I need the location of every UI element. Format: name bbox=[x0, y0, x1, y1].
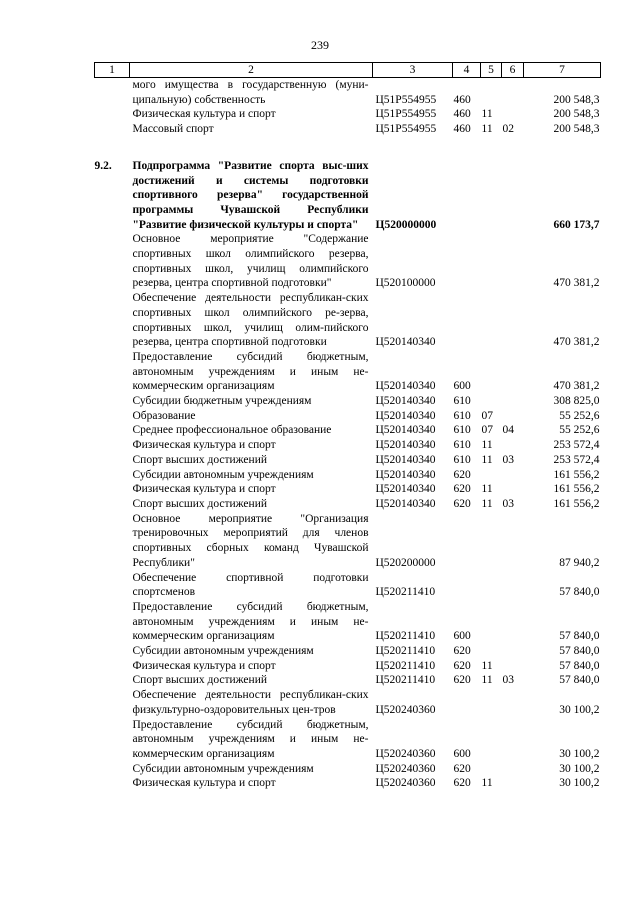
section-number bbox=[95, 232, 130, 291]
subsection-code bbox=[502, 644, 524, 659]
target-code: Ц51P554955 bbox=[375, 93, 437, 106]
section-number bbox=[95, 453, 130, 468]
amount: 30 100,2 bbox=[559, 762, 600, 775]
item-name: Физическая культура и спорт bbox=[132, 439, 276, 452]
expense-type: 620 bbox=[453, 497, 471, 510]
subsection-code: 04 bbox=[502, 424, 514, 437]
target-code: Ц520240360 bbox=[375, 777, 436, 790]
section-code: 11 bbox=[481, 123, 493, 136]
target-code: Ц520140340 bbox=[375, 424, 436, 437]
section-number bbox=[95, 107, 130, 122]
amount: 660 173,7 bbox=[553, 218, 600, 231]
section-code: 11 bbox=[481, 483, 493, 496]
table-row bbox=[95, 159, 601, 233]
subsection-code bbox=[502, 291, 524, 350]
section-number bbox=[95, 423, 130, 438]
target-code: Ц520140340 bbox=[375, 395, 436, 408]
amount: 200 548,3 bbox=[553, 123, 600, 136]
expense-type: 610 bbox=[453, 424, 471, 437]
section-code: 11 bbox=[481, 439, 493, 452]
item-name: Обеспечение деятельности республикан-ских спортивных школ олимпийского ре-зерва, спортивных школ, училищ олим-пийского резерва, центра спортивной подготовки bbox=[132, 292, 369, 349]
item-name: Образование bbox=[132, 409, 196, 422]
table-row bbox=[95, 688, 601, 717]
table-row bbox=[95, 497, 601, 512]
amount: 57 840,0 bbox=[559, 674, 600, 687]
item-name: Субсидии бюджетным учреждениям bbox=[132, 395, 312, 408]
section-number bbox=[95, 659, 130, 674]
amount: 30 100,2 bbox=[559, 747, 600, 760]
item-name: Физическая культура и спорт bbox=[132, 777, 276, 790]
subsection-code bbox=[502, 600, 524, 644]
section-number bbox=[95, 78, 130, 108]
expense-type: 620 bbox=[453, 659, 471, 672]
table-row bbox=[95, 394, 601, 409]
amount: 200 548,3 bbox=[553, 93, 600, 106]
table-row bbox=[95, 350, 601, 394]
subsection-code bbox=[502, 688, 524, 717]
expense-type: 610 bbox=[453, 453, 471, 466]
target-code: Ц51P554955 bbox=[375, 108, 437, 121]
item-name: Субсидии автономным учреждениям bbox=[132, 645, 314, 658]
target-code: Ц520211410 bbox=[375, 586, 436, 599]
target-code: Ц520211410 bbox=[375, 659, 436, 672]
page-number: 239 bbox=[311, 38, 329, 52]
expense-type bbox=[453, 512, 481, 571]
subsection-code: 03 bbox=[502, 674, 514, 687]
section-number bbox=[95, 673, 130, 688]
target-code: Ц520211410 bbox=[375, 630, 436, 643]
item-name: Обеспечение спортивной подготовки спортсменов bbox=[132, 571, 369, 599]
expense-type: 610 bbox=[453, 409, 471, 422]
item-name: Предоставление субсидий бюджетным, автономным учреждениям и иным не-коммерческим организациям bbox=[132, 718, 369, 760]
section-code: 07 bbox=[481, 409, 493, 422]
table-row bbox=[95, 232, 601, 291]
section-number bbox=[95, 438, 130, 453]
amount: 253 572,4 bbox=[553, 439, 600, 452]
amount: 200 548,3 bbox=[553, 108, 600, 121]
section-code: 11 bbox=[481, 777, 493, 790]
expense-type: 600 bbox=[453, 630, 471, 643]
expense-type: 610 bbox=[453, 439, 471, 452]
section-code bbox=[481, 78, 502, 108]
subsection-code bbox=[502, 762, 524, 777]
item-name: Массовый спорт bbox=[132, 123, 214, 136]
amount: 161 556,2 bbox=[553, 468, 600, 481]
subsection-code bbox=[502, 232, 524, 291]
table-row bbox=[95, 571, 601, 600]
expense-type: 620 bbox=[453, 468, 471, 481]
section-code bbox=[481, 644, 502, 659]
subsection-code: 02 bbox=[502, 123, 514, 136]
subsection-code bbox=[502, 482, 524, 497]
expense-type: 620 bbox=[453, 674, 471, 687]
section-number bbox=[95, 497, 130, 512]
expense-type: 600 bbox=[453, 380, 471, 393]
section-number bbox=[95, 409, 130, 424]
amount: 57 840,0 bbox=[559, 586, 600, 599]
subsection-code bbox=[502, 350, 524, 394]
target-code: Ц520140340 bbox=[375, 468, 436, 481]
table-row bbox=[95, 512, 601, 571]
spacer-row bbox=[95, 137, 601, 159]
table-row bbox=[95, 718, 601, 762]
item-name: Обеспечение деятельности республикан-ских физкультурно-оздоровительных цен-тров bbox=[132, 689, 369, 716]
section-code bbox=[481, 571, 502, 600]
target-code: Ц520140340 bbox=[375, 497, 436, 510]
expense-type bbox=[453, 688, 481, 717]
amount: 161 556,2 bbox=[553, 483, 600, 496]
amount: 57 840,0 bbox=[559, 659, 600, 672]
subsection-code bbox=[502, 159, 524, 233]
section-number bbox=[95, 512, 130, 571]
item-name: Спорт высших достижений bbox=[132, 497, 268, 510]
target-code: Ц520140340 bbox=[375, 483, 436, 496]
subsection-code bbox=[502, 107, 524, 122]
table-row bbox=[95, 409, 601, 424]
expense-type: 460 bbox=[453, 108, 471, 121]
subsection-code: 03 bbox=[502, 453, 514, 466]
target-code: Ц51P554955 bbox=[375, 123, 437, 136]
amount: 55 252,6 bbox=[559, 424, 600, 437]
column-header: 1 bbox=[95, 63, 130, 78]
target-code: Ц520140340 bbox=[375, 380, 436, 393]
target-code: Ц520140340 bbox=[375, 453, 436, 466]
item-name: Спорт высших достижений bbox=[132, 453, 268, 466]
item-name: Подпрограмма "Развитие спорта выс-ших достижений и системы подготовки спортивного резерва" государственной программы Чувашской Республики "Развитие физической культуры и спорта" bbox=[132, 159, 369, 231]
subsection-code bbox=[502, 394, 524, 409]
expense-type: 620 bbox=[453, 645, 471, 658]
section-number bbox=[95, 718, 130, 762]
table-row bbox=[95, 776, 601, 791]
amount: 470 381,2 bbox=[553, 380, 600, 393]
section-number bbox=[95, 468, 130, 483]
section-number bbox=[95, 482, 130, 497]
target-code: Ц520211410 bbox=[375, 645, 436, 658]
target-code: Ц520211410 bbox=[375, 674, 436, 687]
section-number bbox=[95, 776, 130, 791]
target-code: Ц520240360 bbox=[375, 762, 436, 775]
budget-table bbox=[94, 62, 601, 791]
section-number bbox=[95, 291, 130, 350]
section-code bbox=[481, 394, 502, 409]
section-number bbox=[95, 571, 130, 600]
section-code bbox=[481, 232, 502, 291]
item-name: Субсидии автономным учреждениям bbox=[132, 468, 314, 481]
amount: 470 381,2 bbox=[553, 277, 600, 290]
target-code: Ц520140340 bbox=[375, 336, 436, 349]
section-code bbox=[481, 291, 502, 350]
section-code: 11 bbox=[481, 108, 493, 121]
subsection-code bbox=[502, 438, 524, 453]
column-header: 7 bbox=[524, 63, 601, 78]
column-header: 4 bbox=[453, 63, 481, 78]
section-code bbox=[481, 600, 502, 644]
table-row bbox=[95, 291, 601, 350]
section-code bbox=[481, 688, 502, 717]
section-code: 11 bbox=[481, 453, 493, 466]
column-header: 2 bbox=[130, 63, 373, 78]
table-body bbox=[95, 78, 601, 792]
table-header-row bbox=[95, 63, 601, 78]
target-code: Ц520000000 bbox=[375, 218, 437, 231]
expense-type: 460 bbox=[453, 123, 471, 136]
section-code bbox=[481, 512, 502, 571]
section-code: 11 bbox=[481, 497, 493, 510]
table-row bbox=[95, 122, 601, 137]
target-code: Ц520140340 bbox=[375, 409, 436, 422]
section-code bbox=[481, 762, 502, 777]
amount: 253 572,4 bbox=[553, 453, 600, 466]
section-number bbox=[95, 350, 130, 394]
table-row bbox=[95, 600, 601, 644]
amount: 55 252,6 bbox=[559, 409, 600, 422]
expense-type bbox=[453, 291, 481, 350]
table-row bbox=[95, 673, 601, 688]
table-row bbox=[95, 482, 601, 497]
item-name: Субсидии автономным учреждениям bbox=[132, 762, 314, 775]
amount: 161 556,2 bbox=[553, 497, 600, 510]
target-code: Ц520240360 bbox=[375, 747, 436, 760]
amount: 30 100,2 bbox=[559, 703, 600, 716]
target-code: Ц520240360 bbox=[375, 703, 436, 716]
expense-type: 620 bbox=[453, 762, 471, 775]
item-name: Физическая культура и спорт bbox=[132, 108, 276, 121]
column-header: 3 bbox=[373, 63, 453, 78]
expense-type: 620 bbox=[453, 777, 471, 790]
section-number bbox=[95, 600, 130, 644]
table-row bbox=[95, 78, 601, 108]
column-header: 6 bbox=[502, 63, 524, 78]
amount: 30 100,2 bbox=[559, 777, 600, 790]
table-row bbox=[95, 438, 601, 453]
section-code bbox=[481, 159, 502, 233]
section-code: 11 bbox=[481, 659, 493, 672]
item-name: Основное мероприятие "Организация тренировочных мероприятий для членов спортивных сборных команд Чувашской Республики" bbox=[132, 512, 369, 569]
subsection-code bbox=[502, 659, 524, 674]
amount: 57 840,0 bbox=[559, 645, 600, 658]
section-number bbox=[95, 644, 130, 659]
subsection-code bbox=[502, 78, 524, 108]
subsection-code bbox=[502, 512, 524, 571]
amount: 57 840,0 bbox=[559, 630, 600, 643]
table-row bbox=[95, 644, 601, 659]
section-number bbox=[95, 762, 130, 777]
target-code: Ц520200000 bbox=[375, 556, 436, 569]
expense-type: 610 bbox=[453, 395, 471, 408]
item-name: Предоставление субсидий бюджетным, автономным учреждениям и иным не-коммерческим организациям bbox=[132, 600, 369, 643]
section-number: 9.2. bbox=[94, 159, 112, 172]
subsection-code bbox=[502, 571, 524, 600]
amount: 470 381,2 bbox=[553, 336, 600, 349]
table-row bbox=[95, 762, 601, 777]
amount: 308 825,0 bbox=[553, 395, 600, 408]
amount: 87 940,2 bbox=[559, 556, 600, 569]
item-name: Физическая культура и спорт bbox=[132, 659, 276, 672]
table-row bbox=[95, 453, 601, 468]
subsection-code bbox=[502, 718, 524, 762]
item-name: Спорт высших достижений bbox=[132, 674, 268, 687]
item-name: Основное мероприятие "Содержание спортивных школ олимпийского резерва, спортивных школ, училищ олимпийского резерва, центра спортивной подготовки" bbox=[132, 233, 369, 290]
item-name: Физическая культура и спорт bbox=[132, 483, 276, 496]
expense-type: 620 bbox=[453, 483, 471, 496]
expense-type bbox=[453, 159, 481, 233]
subsection-code bbox=[502, 409, 524, 424]
table-row bbox=[95, 107, 601, 122]
target-code: Ц520100000 bbox=[375, 277, 436, 290]
column-header: 5 bbox=[481, 63, 502, 78]
expense-type: 600 bbox=[453, 747, 471, 760]
subsection-code bbox=[502, 468, 524, 483]
section-code bbox=[481, 350, 502, 394]
section-code bbox=[481, 718, 502, 762]
table-row bbox=[95, 423, 601, 438]
expense-type: 460 bbox=[453, 93, 471, 106]
item-name: Предоставление субсидий бюджетным, автономным учреждениям и иным не-коммерческим организациям bbox=[132, 350, 369, 393]
table-row bbox=[95, 468, 601, 483]
section-code: 11 bbox=[481, 674, 493, 687]
expense-type bbox=[453, 232, 481, 291]
section-number bbox=[95, 394, 130, 409]
section-code: 07 bbox=[481, 424, 493, 437]
table-row bbox=[95, 659, 601, 674]
section-code bbox=[481, 468, 502, 483]
section-number bbox=[95, 688, 130, 717]
subsection-code: 03 bbox=[502, 497, 514, 510]
subsection-code bbox=[502, 776, 524, 791]
item-name: Среднее профессиональное образование bbox=[132, 424, 332, 437]
item-name: мого имущества в государственную (муни-ципальную) собственность bbox=[132, 79, 369, 106]
expense-type bbox=[453, 571, 481, 600]
target-code: Ц520140340 bbox=[375, 439, 436, 452]
section-number bbox=[95, 122, 130, 137]
